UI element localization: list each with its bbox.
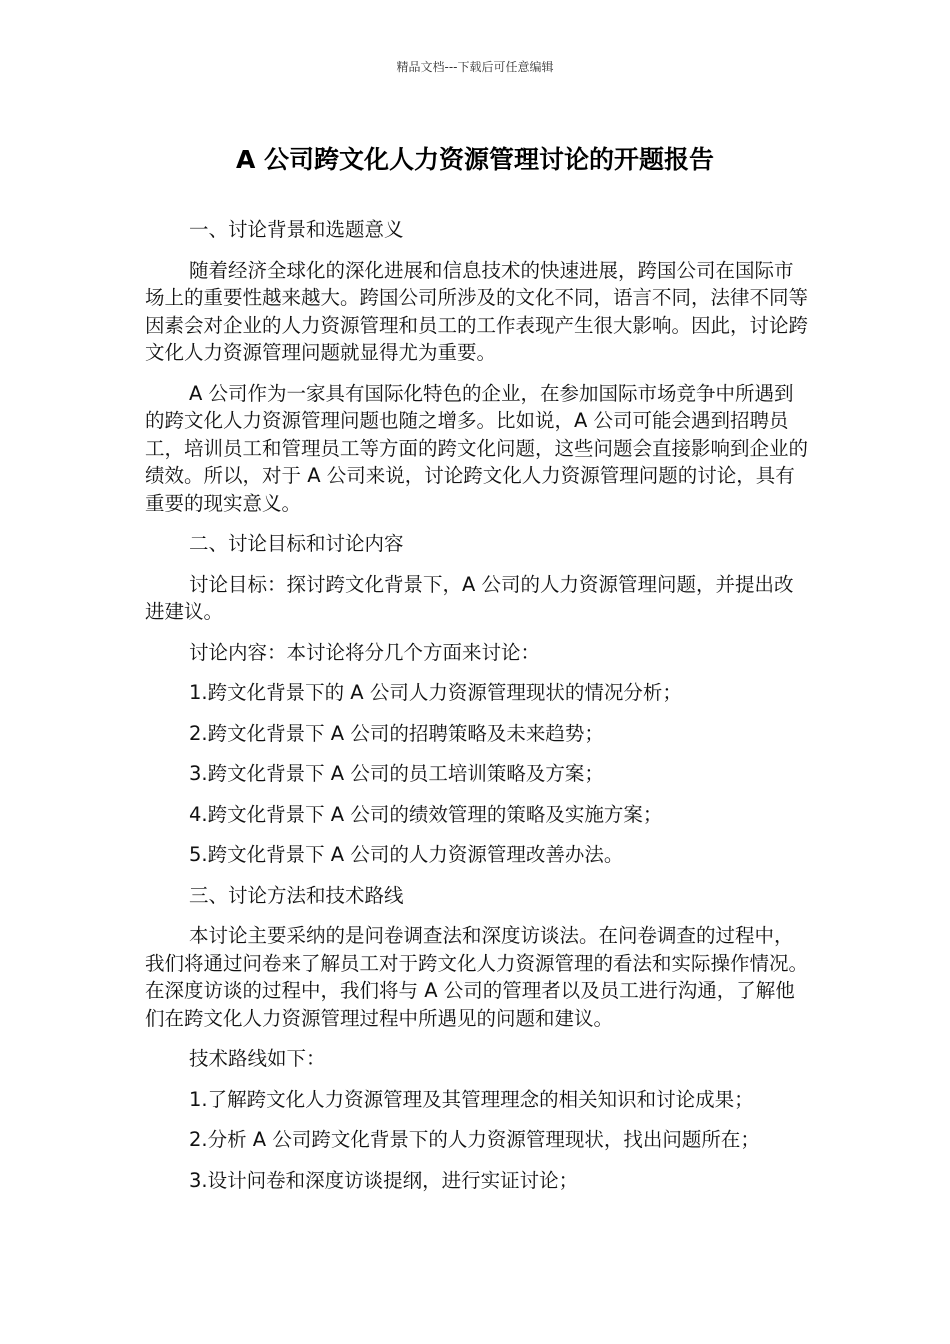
- paragraph-methods: 本讨论主要采纳的是问卷调查法和深度访谈法。在问卷调查的过程中，我们将通过问卷来了解员工对于跨文化人力资源管理的看法和实际操作情况。在深度访谈的过程中，我们将与 A 公司的管理者以及员工进行沟通，了解他们在跨文化人力资源管理过程中所遇见的问题和建议。: [145, 924, 809, 1030]
- list-item: 3.设计问卷和深度访谈提纲，进行实证讨论；: [189, 1168, 579, 1192]
- list-item: 1.跨文化背景下的 A 公司人力资源管理现状的情况分析；: [189, 681, 682, 704]
- list-item: 1.了解跨文化人力资源管理及其管理理念的相关知识和讨论成果；: [189, 1087, 754, 1111]
- section-heading-3: 三、讨论方法和技术路线: [189, 883, 404, 907]
- document-title: A 公司跨文化人力资源管理讨论的开题报告: [235, 145, 715, 174]
- list-item: 3.跨文化背景下 A 公司的员工培训策略及方案；: [189, 762, 604, 785]
- section-heading-2: 二、讨论目标和讨论内容: [189, 532, 404, 555]
- paragraph-company-context: A 公司作为一家具有国际化特色的企业，在参加国际市场竞争中所遇到的跨文化人力资源管理问题也随之增多。比如说，A 公司可能会遇到招聘员工，培训员工和管理员工等方面的跨文化问题，这些问题会直接影响到企业的绩效。所以，对于 A 公司来说，讨论跨文化人力资源管理问题的讨论，具有重要的现实意义。: [145, 381, 809, 515]
- list-item: 4.跨文化背景下 A 公司的绩效管理的策略及实施方案；: [189, 802, 663, 826]
- paragraph-route-intro: 技术路线如下：: [189, 1047, 326, 1070]
- header-note: 精品文档---下载后可任意编辑: [396, 60, 554, 74]
- paragraph-content-intro: 讨论内容：本讨论将分几个方面来讨论：: [189, 640, 541, 664]
- document-body: [145, 216, 810, 1207]
- paragraph-background: 随着经济全球化的深化进展和信息技术的快速进展，跨国公司在国际市场上的重要性越来越大。跨国公司所涉及的文化不同，语言不同，法律不同等因素会对企业的人力资源管理和员工的工作表现产生很大影响。因此，讨论跨文化人力资源管理问题就显得尤为重要。: [145, 258, 809, 364]
- paragraph-objective: 讨论目标：探讨跨文化背景下，A 公司的人力资源管理问题，并提出改进建议。: [145, 572, 794, 623]
- section-heading-1: 一、讨论背景和选题意义: [189, 218, 404, 241]
- list-item: 5.跨文化背景下 A 公司的人力资源管理改善办法。: [189, 843, 624, 866]
- list-item: 2.跨文化背景下 A 公司的招聘策略及未来趋势；: [189, 721, 604, 745]
- list-item: 2.分析 A 公司跨文化背景下的人力资源管理现状，找出问题所在；: [189, 1128, 760, 1151]
